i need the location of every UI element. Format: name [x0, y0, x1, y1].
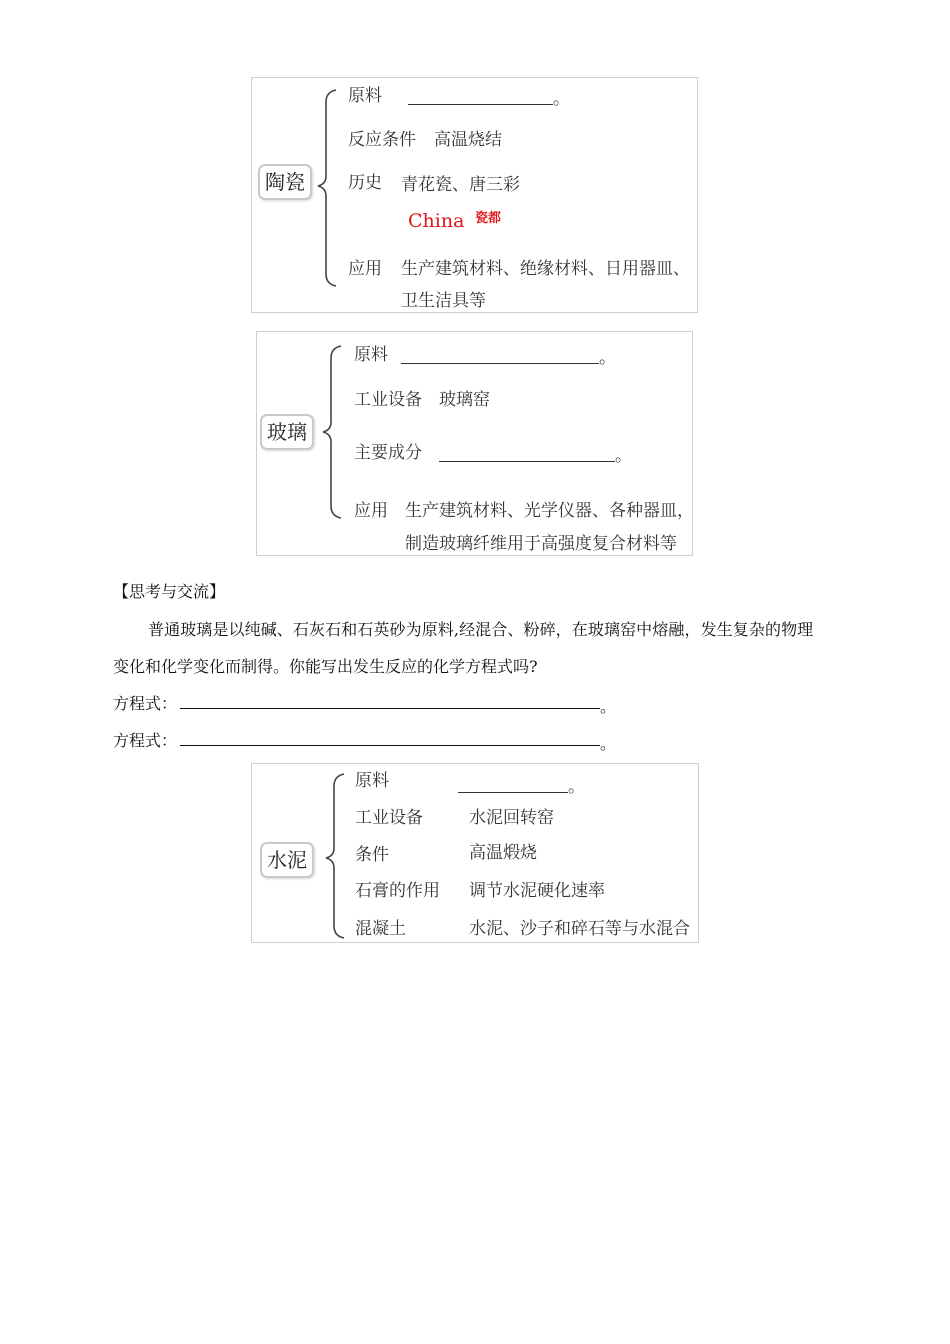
cement-concrete-value: 水泥、沙子和碎石等与水混合 — [469, 919, 690, 939]
ceramics-history-value: 青花瓷、唐三彩 — [401, 175, 520, 195]
ceramics-app-line2: 卫生洁具等 — [401, 291, 486, 311]
ceramics-china-text: China — [408, 210, 465, 232]
glass-app-label: 应用 — [354, 501, 388, 521]
cement-equip-label: 工业设备 — [355, 808, 423, 828]
cement-raw-end: 。 — [568, 777, 585, 797]
ceramics-capital-text: 瓷都 — [475, 211, 502, 226]
equation2-blank — [180, 745, 600, 746]
glass-label: 玻璃 — [260, 414, 314, 450]
glass-equip-value: 玻璃窑 — [439, 390, 490, 410]
discussion-paragraph-line2: 变化和化学变化而制得。你能写出发生反应的化学方程式吗? — [113, 657, 538, 676]
glass-equip-label: 工业设备 — [354, 390, 422, 410]
ceramics-raw-end: 。 — [553, 89, 570, 109]
ceramics-cond-value: 高温烧结 — [434, 130, 502, 150]
equation1-label: 方程式： — [113, 694, 178, 713]
ceramics-app-label: 应用 — [348, 259, 382, 279]
cement-cond-value: 高温煅烧 — [469, 843, 537, 863]
discussion-heading: 【思考与交流】 — [113, 582, 226, 601]
cement-equip-value: 水泥回转窑 — [469, 808, 554, 828]
ceramics-history-label: 历史 — [348, 173, 382, 193]
ceramics-app-line1: 生产建筑材料、绝缘材料、日用器皿、 — [401, 259, 690, 279]
glass-comp-label: 主要成分 — [354, 443, 422, 463]
cement-gypsum-value: 调节水泥硬化速率 — [469, 881, 605, 901]
glass-raw-blank — [401, 363, 599, 364]
glass-brace — [319, 344, 359, 520]
cement-concrete-label: 混凝土 — [355, 919, 406, 939]
equation2-end: 。 — [600, 734, 617, 753]
glass-diagram — [256, 331, 693, 556]
cement-raw-label: 原料 — [355, 771, 389, 791]
ceramics-raw-label: 原料 — [348, 86, 382, 106]
cement-raw-blank — [458, 792, 568, 793]
ceramics-label: 陶瓷 — [258, 164, 312, 200]
equation1-blank — [180, 708, 600, 709]
cement-cond-label: 条件 — [355, 845, 389, 865]
equation2-label: 方程式： — [113, 731, 178, 750]
glass-app-line1: 生产建筑材料、光学仪器、各种器皿， — [405, 501, 694, 521]
glass-app-line2: 制造玻璃纤维用于高强度复合材料等 — [405, 534, 677, 554]
cement-label: 水泥 — [260, 842, 314, 878]
ceramics-diagram — [251, 77, 698, 313]
cement-brace — [320, 772, 360, 940]
equation1-end: 。 — [600, 697, 617, 716]
glass-raw-label: 原料 — [354, 345, 388, 365]
ceramics-cond-label: 反应条件 — [348, 130, 416, 150]
cement-gypsum-label: 石膏的作用 — [355, 881, 440, 901]
glass-comp-end: 。 — [615, 446, 632, 466]
ceramics-raw-blank — [408, 104, 553, 105]
discussion-paragraph-line1: 普通玻璃是以纯碱、石灰石和石英砂为原料,经混合、粉碎，在玻璃窑中熔融，发生复杂的物理 — [148, 620, 814, 639]
glass-raw-end: 。 — [599, 348, 616, 368]
cement-diagram — [251, 763, 699, 943]
glass-comp-blank — [439, 461, 615, 462]
